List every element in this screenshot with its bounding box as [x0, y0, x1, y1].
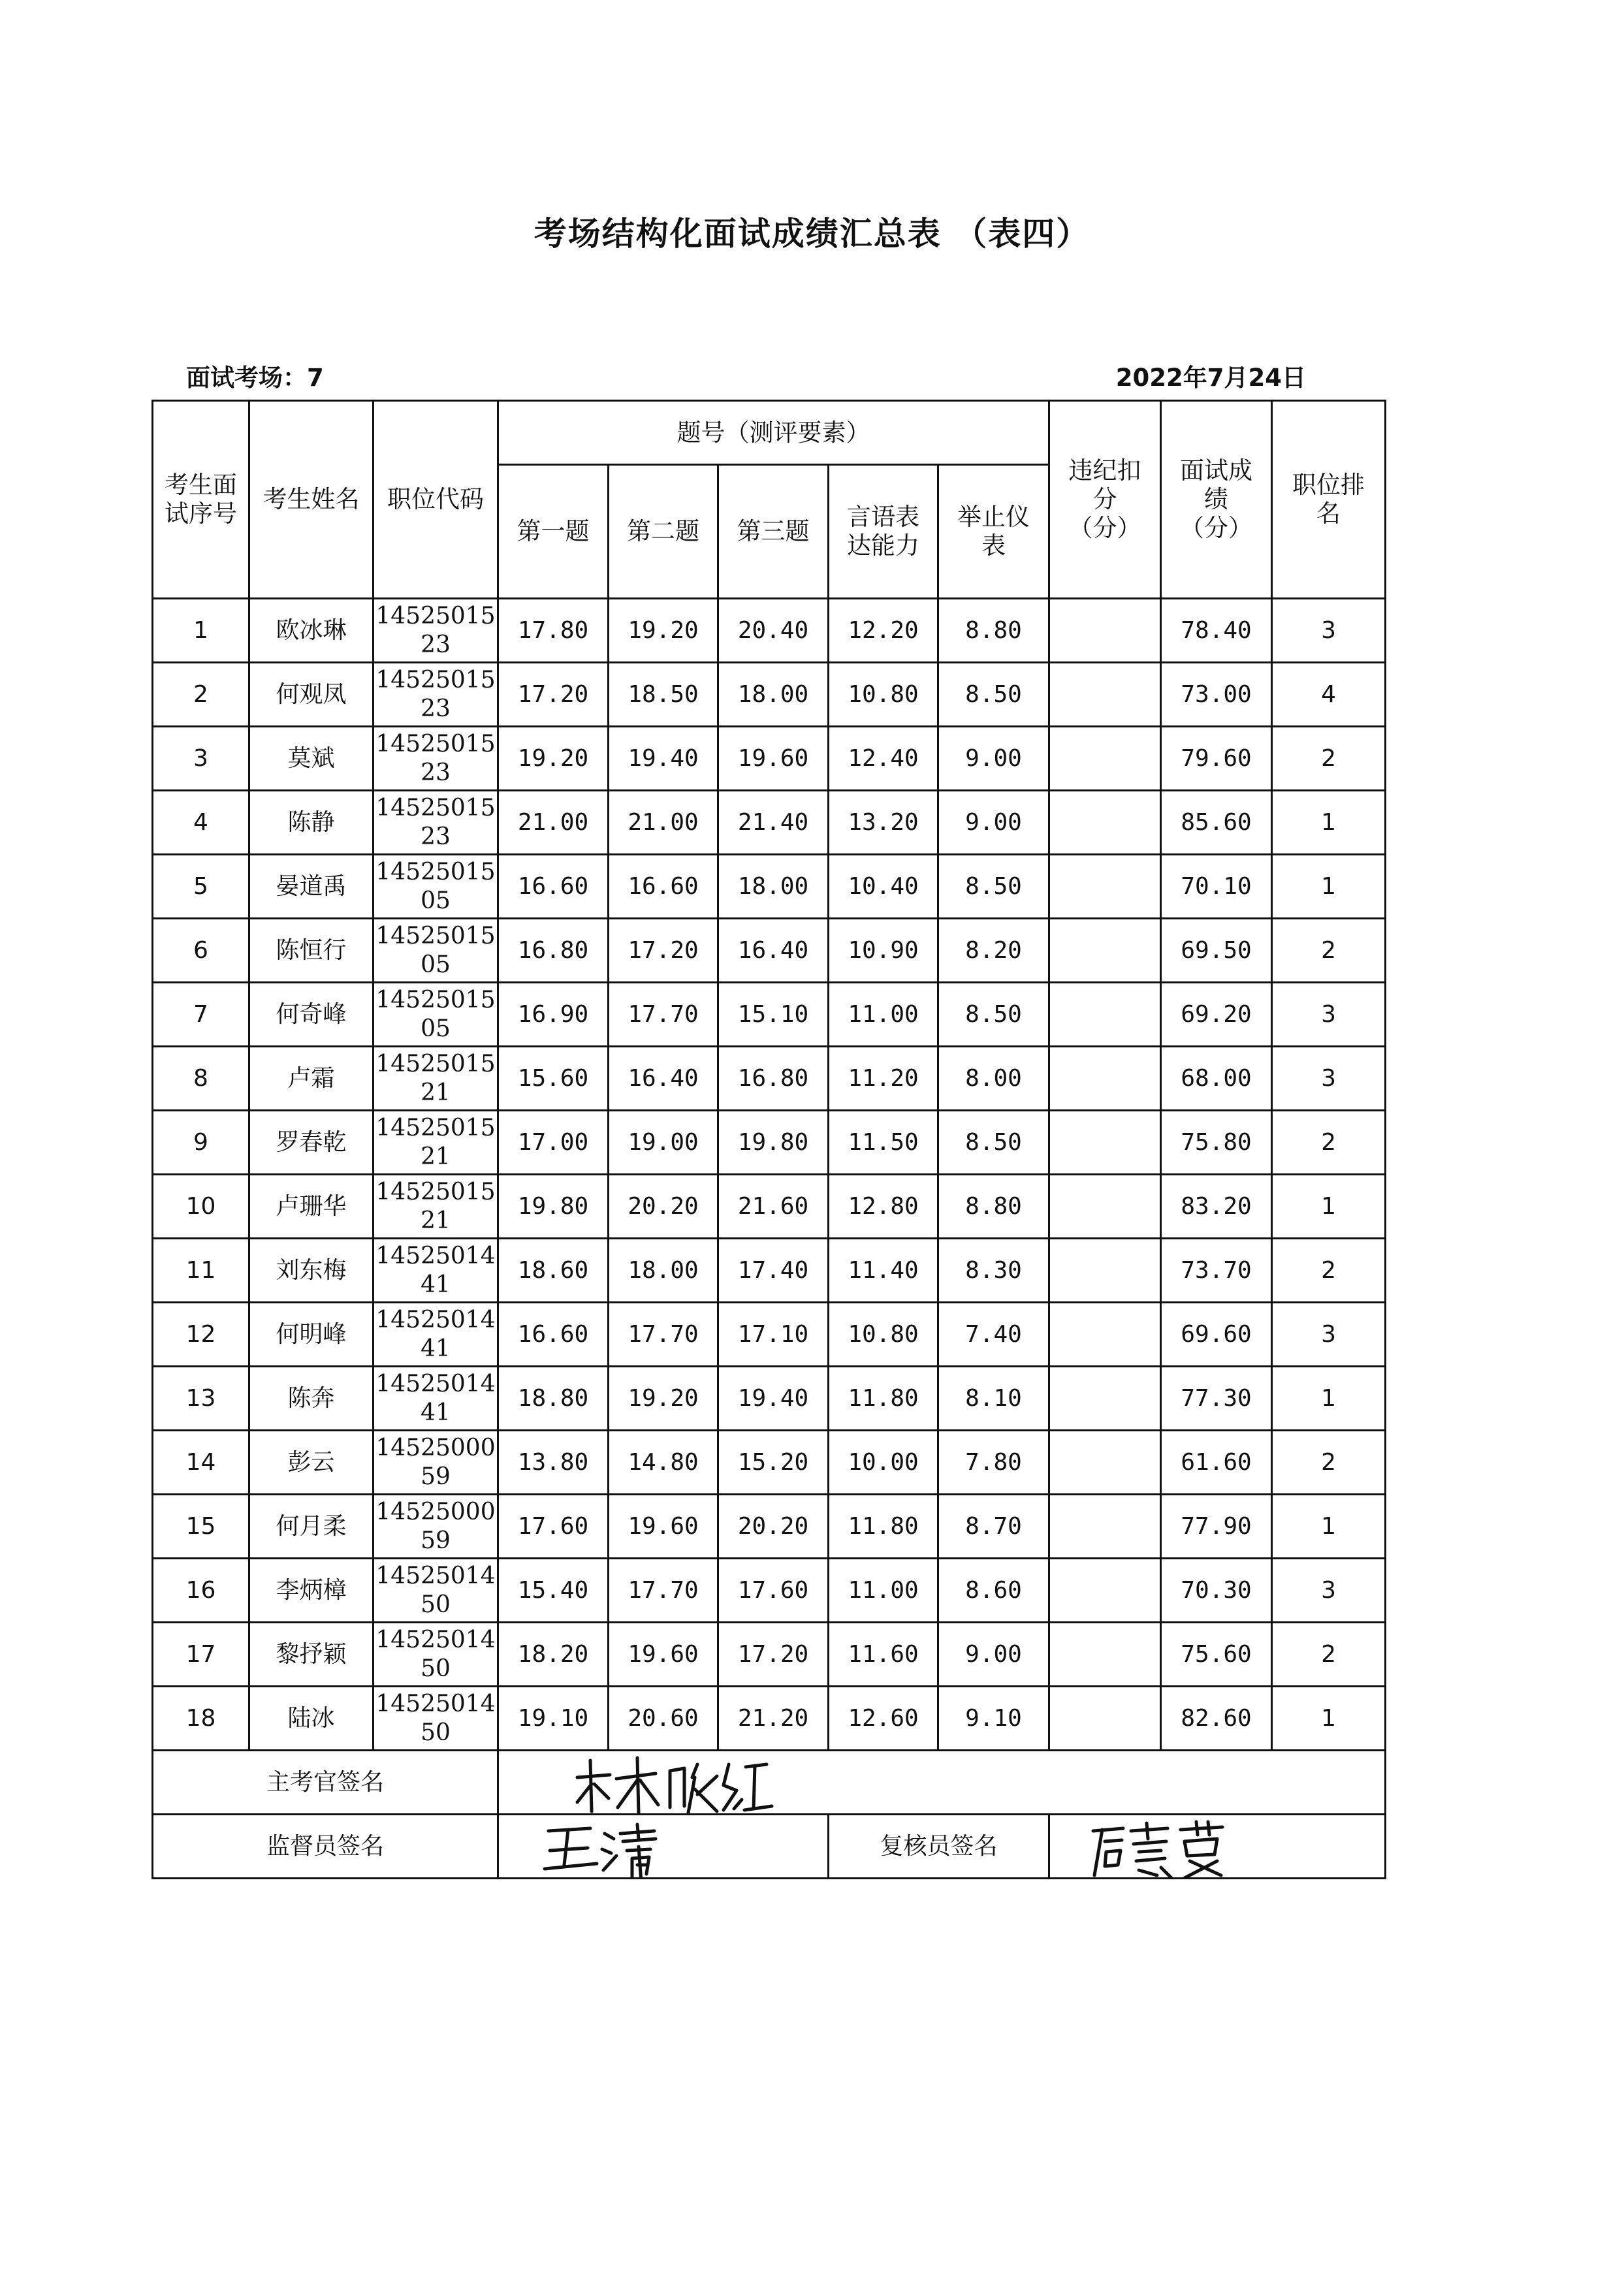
cell-name: 黎抒颖: [249, 1623, 374, 1687]
cell-q2: 17.70: [609, 1303, 718, 1367]
cell-manner: 8.60: [938, 1559, 1049, 1623]
cell-manner: 8.10: [938, 1367, 1049, 1431]
cell-q3: 21.40: [718, 791, 829, 855]
cell-manner: 7.80: [938, 1431, 1049, 1495]
supervisor-signature-field: [498, 1815, 829, 1879]
cell-deduct: [1049, 1047, 1161, 1111]
cell-score: 75.80: [1161, 1111, 1272, 1175]
cell-manner: 9.10: [938, 1687, 1049, 1751]
header-lang: 言语表达能力: [829, 465, 938, 599]
cell-name: 何观凤: [249, 663, 374, 727]
table-row: [153, 1559, 1386, 1623]
cell-rank: 4: [1272, 663, 1386, 727]
cell-lang: 13.20: [829, 791, 938, 855]
cell-score: 69.50: [1161, 919, 1272, 983]
cell-q2: 19.40: [609, 727, 718, 791]
score-table: [151, 400, 1386, 1879]
cell-lang: 10.80: [829, 663, 938, 727]
cell-score: 82.60: [1161, 1687, 1272, 1751]
cell-seq: 12: [153, 1303, 249, 1367]
header-name: 考生姓名: [249, 401, 374, 599]
cell-name: 晏道禹: [249, 855, 374, 919]
cell-rank: 1: [1272, 791, 1386, 855]
cell-lang: 11.00: [829, 1559, 938, 1623]
cell-seq: 3: [153, 727, 249, 791]
cell-deduct: [1049, 1303, 1161, 1367]
table-row: [153, 1303, 1386, 1367]
header-score: 面试成绩（分）: [1161, 401, 1272, 599]
cell-manner: 9.00: [938, 1623, 1049, 1687]
cell-deduct: [1049, 727, 1161, 791]
header-rank: 职位排名: [1272, 401, 1386, 599]
cell-q3: 16.80: [718, 1047, 829, 1111]
cell-seq: 2: [153, 663, 249, 727]
cell-lang: 10.00: [829, 1431, 938, 1495]
cell-manner: 8.20: [938, 919, 1049, 983]
cell-code: 1452500059: [374, 1431, 498, 1495]
cell-lang: 12.40: [829, 727, 938, 791]
cell-deduct: [1049, 1559, 1161, 1623]
cell-seq: 5: [153, 855, 249, 919]
cell-q3: 19.60: [718, 727, 829, 791]
venue-label: 面试考场：7: [186, 364, 324, 392]
cell-lang: 11.80: [829, 1367, 938, 1431]
cell-rank: 3: [1272, 983, 1386, 1047]
cell-q2: 17.70: [609, 1559, 718, 1623]
cell-manner: 8.80: [938, 599, 1049, 663]
cell-deduct: [1049, 1239, 1161, 1303]
cell-rank: 2: [1272, 919, 1386, 983]
cell-score: 69.20: [1161, 983, 1272, 1047]
header-deduct: 违纪扣分（分）: [1049, 401, 1161, 599]
table-row: [153, 1047, 1386, 1111]
cell-code: 1452501505: [374, 855, 498, 919]
cell-code: 1452501505: [374, 983, 498, 1047]
reviewer-signature: [1050, 1815, 1377, 1879]
cell-lang: 11.40: [829, 1239, 938, 1303]
cell-seq: 7: [153, 983, 249, 1047]
cell-deduct: [1049, 983, 1161, 1047]
cell-score: 70.10: [1161, 855, 1272, 919]
table-row: [153, 855, 1386, 919]
cell-score: 77.30: [1161, 1367, 1272, 1431]
cell-lang: 10.90: [829, 919, 938, 983]
cell-code: 1452501450: [374, 1687, 498, 1751]
cell-score: 61.60: [1161, 1431, 1272, 1495]
cell-lang: 11.60: [829, 1623, 938, 1687]
document-date: 2022年7月24日: [1115, 364, 1306, 392]
cell-q3: 17.20: [718, 1623, 829, 1687]
chief-signature-field: [498, 1751, 1386, 1815]
cell-name: 陈奔: [249, 1367, 374, 1431]
cell-q2: 19.60: [609, 1623, 718, 1687]
cell-q1: 18.60: [498, 1239, 609, 1303]
cell-seq: 11: [153, 1239, 249, 1303]
cell-q1: 19.20: [498, 727, 609, 791]
cell-manner: 9.00: [938, 791, 1049, 855]
cell-deduct: [1049, 1111, 1161, 1175]
cell-lang: 10.40: [829, 855, 938, 919]
cell-q2: 20.60: [609, 1687, 718, 1751]
cell-q2: 17.70: [609, 983, 718, 1047]
cell-name: 罗春乾: [249, 1111, 374, 1175]
cell-manner: 8.70: [938, 1495, 1049, 1559]
cell-manner: 8.80: [938, 1175, 1049, 1239]
cell-lang: 10.80: [829, 1303, 938, 1367]
cell-rank: 1: [1272, 1175, 1386, 1239]
cell-name: 卢珊华: [249, 1175, 374, 1239]
cell-deduct: [1049, 1431, 1161, 1495]
cell-q3: 15.20: [718, 1431, 829, 1495]
cell-q2: 18.50: [609, 663, 718, 727]
cell-q1: 16.60: [498, 855, 609, 919]
cell-seq: 10: [153, 1175, 249, 1239]
cell-code: 1452501521: [374, 1175, 498, 1239]
cell-q1: 19.10: [498, 1687, 609, 1751]
cell-seq: 9: [153, 1111, 249, 1175]
cell-deduct: [1049, 791, 1161, 855]
cell-q1: 19.80: [498, 1175, 609, 1239]
cell-deduct: [1049, 855, 1161, 919]
table-row: [153, 727, 1386, 791]
table-row: [153, 1431, 1386, 1495]
cell-deduct: [1049, 1175, 1161, 1239]
cell-lang: 11.20: [829, 1047, 938, 1111]
cell-code: 1452501441: [374, 1239, 498, 1303]
cell-code: 1452501523: [374, 727, 498, 791]
cell-q3: 15.10: [718, 983, 829, 1047]
cell-name: 莫斌: [249, 727, 374, 791]
cell-score: 78.40: [1161, 599, 1272, 663]
chief-signature: [499, 1751, 891, 1815]
cell-q2: 19.20: [609, 599, 718, 663]
cell-score: 75.60: [1161, 1623, 1272, 1687]
cell-rank: 3: [1272, 1047, 1386, 1111]
cell-q3: 18.00: [718, 855, 829, 919]
cell-seq: 6: [153, 919, 249, 983]
cell-q2: 18.00: [609, 1239, 718, 1303]
cell-manner: 8.50: [938, 663, 1049, 727]
table-row: [153, 983, 1386, 1047]
cell-score: 73.70: [1161, 1239, 1272, 1303]
cell-q3: 17.40: [718, 1239, 829, 1303]
cell-seq: 4: [153, 791, 249, 855]
header-manner: 举止仪表: [938, 465, 1049, 599]
cell-q3: 21.20: [718, 1687, 829, 1751]
cell-deduct: [1049, 1495, 1161, 1559]
cell-q3: 17.10: [718, 1303, 829, 1367]
cell-q3: 19.80: [718, 1111, 829, 1175]
cell-name: 陈恒行: [249, 919, 374, 983]
cell-deduct: [1049, 919, 1161, 983]
table-row: [153, 791, 1386, 855]
cell-seq: 17: [153, 1623, 249, 1687]
cell-name: 彭云: [249, 1431, 374, 1495]
header-q3: 第三题: [718, 465, 829, 599]
cell-score: 73.00: [1161, 663, 1272, 727]
cell-name: 陆冰: [249, 1687, 374, 1751]
cell-rank: 1: [1272, 1495, 1386, 1559]
cell-q1: 15.60: [498, 1047, 609, 1111]
cell-lang: 12.20: [829, 599, 938, 663]
cell-q2: 14.80: [609, 1431, 718, 1495]
cell-code: 1452501523: [374, 599, 498, 663]
cell-q3: 19.40: [718, 1367, 829, 1431]
cell-lang: 12.60: [829, 1687, 938, 1751]
cell-score: 77.90: [1161, 1495, 1272, 1559]
cell-manner: 8.00: [938, 1047, 1049, 1111]
cell-score: 83.20: [1161, 1175, 1272, 1239]
cell-q1: 16.80: [498, 919, 609, 983]
header-q1: 第一题: [498, 465, 609, 599]
cell-name: 卢霜: [249, 1047, 374, 1111]
reviewer-signature-field: [1049, 1815, 1386, 1879]
cell-code: 1452501441: [374, 1303, 498, 1367]
cell-code: 1452501450: [374, 1623, 498, 1687]
cell-rank: 2: [1272, 1431, 1386, 1495]
cell-lang: 12.80: [829, 1175, 938, 1239]
cell-q2: 19.00: [609, 1111, 718, 1175]
cell-rank: 2: [1272, 1239, 1386, 1303]
cell-q1: 18.80: [498, 1367, 609, 1431]
cell-name: 欧冰琳: [249, 599, 374, 663]
cell-q1: 21.00: [498, 791, 609, 855]
cell-name: 何奇峰: [249, 983, 374, 1047]
cell-q3: 16.40: [718, 919, 829, 983]
cell-rank: 1: [1272, 1367, 1386, 1431]
cell-q1: 17.20: [498, 663, 609, 727]
cell-code: 1452501441: [374, 1367, 498, 1431]
cell-q1: 15.40: [498, 1559, 609, 1623]
cell-q1: 16.90: [498, 983, 609, 1047]
cell-seq: 13: [153, 1367, 249, 1431]
cell-score: 85.60: [1161, 791, 1272, 855]
cell-manner: 8.50: [938, 1111, 1049, 1175]
cell-deduct: [1049, 599, 1161, 663]
cell-seq: 15: [153, 1495, 249, 1559]
cell-q2: 17.20: [609, 919, 718, 983]
cell-seq: 18: [153, 1687, 249, 1751]
cell-lang: 11.00: [829, 983, 938, 1047]
cell-q2: 21.00: [609, 791, 718, 855]
cell-code: 1452501521: [374, 1047, 498, 1111]
cell-q1: 13.80: [498, 1431, 609, 1495]
cell-code: 1452500059: [374, 1495, 498, 1559]
cell-q1: 16.60: [498, 1303, 609, 1367]
cell-q2: 19.60: [609, 1495, 718, 1559]
cell-rank: 3: [1272, 599, 1386, 663]
cell-seq: 16: [153, 1559, 249, 1623]
cell-seq: 1: [153, 599, 249, 663]
table-row: [153, 599, 1386, 663]
cell-q3: 21.60: [718, 1175, 829, 1239]
header-topics: 题号（测评要素）: [498, 401, 1049, 465]
cell-score: 69.60: [1161, 1303, 1272, 1367]
cell-q3: 17.60: [718, 1559, 829, 1623]
header-seq: 考生面试序号: [153, 401, 249, 599]
supervisor-signature-label: 监督员签名: [153, 1815, 498, 1879]
cell-q2: 20.20: [609, 1175, 718, 1239]
cell-code: 1452501521: [374, 1111, 498, 1175]
table-row: [153, 1111, 1386, 1175]
cell-code: 1452501505: [374, 919, 498, 983]
cell-manner: 7.40: [938, 1303, 1049, 1367]
cell-rank: 2: [1272, 1111, 1386, 1175]
cell-score: 70.30: [1161, 1559, 1272, 1623]
cell-deduct: [1049, 1687, 1161, 1751]
reviewer-signature-label: 复核员签名: [829, 1815, 1049, 1879]
table-row: [153, 919, 1386, 983]
cell-deduct: [1049, 1367, 1161, 1431]
cell-manner: 8.50: [938, 855, 1049, 919]
cell-name: 何月柔: [249, 1495, 374, 1559]
table-row: [153, 1687, 1386, 1751]
cell-q1: 17.00: [498, 1111, 609, 1175]
cell-rank: 1: [1272, 855, 1386, 919]
cell-q1: 17.60: [498, 1495, 609, 1559]
cell-q2: 19.20: [609, 1367, 718, 1431]
cell-rank: 1: [1272, 1687, 1386, 1751]
table-row: [153, 1239, 1386, 1303]
cell-q2: 16.60: [609, 855, 718, 919]
table-row: [153, 1367, 1386, 1431]
cell-deduct: [1049, 1623, 1161, 1687]
cell-name: 刘东梅: [249, 1239, 374, 1303]
cell-q1: 17.80: [498, 599, 609, 663]
cell-code: 1452501523: [374, 791, 498, 855]
cell-rank: 3: [1272, 1559, 1386, 1623]
cell-lang: 11.80: [829, 1495, 938, 1559]
cell-seq: 14: [153, 1431, 249, 1495]
cell-code: 1452501523: [374, 663, 498, 727]
cell-manner: 9.00: [938, 727, 1049, 791]
cell-manner: 8.50: [938, 983, 1049, 1047]
cell-code: 1452501450: [374, 1559, 498, 1623]
cell-rank: 3: [1272, 1303, 1386, 1367]
cell-name: 李炳樟: [249, 1559, 374, 1623]
table-row: [153, 663, 1386, 727]
cell-name: 何明峰: [249, 1303, 374, 1367]
cell-q2: 16.40: [609, 1047, 718, 1111]
header-code: 职位代码: [374, 401, 498, 599]
document-title: 考场结构化面试成绩汇总表 （表四）: [533, 215, 1091, 253]
cell-rank: 2: [1272, 727, 1386, 791]
chief-signature-label: 主考官签名: [153, 1751, 498, 1815]
cell-seq: 8: [153, 1047, 249, 1111]
cell-name: 陈静: [249, 791, 374, 855]
cell-q3: 20.40: [718, 599, 829, 663]
cell-rank: 2: [1272, 1623, 1386, 1687]
table-row: [153, 1175, 1386, 1239]
cell-score: 79.60: [1161, 727, 1272, 791]
cell-q1: 18.20: [498, 1623, 609, 1687]
header-q2: 第二题: [609, 465, 718, 599]
table-row: [153, 1495, 1386, 1559]
cell-lang: 11.50: [829, 1111, 938, 1175]
cell-manner: 8.30: [938, 1239, 1049, 1303]
cell-score: 68.00: [1161, 1047, 1272, 1111]
cell-q3: 18.00: [718, 663, 829, 727]
cell-q3: 20.20: [718, 1495, 829, 1559]
table-row: [153, 1623, 1386, 1687]
cell-deduct: [1049, 663, 1161, 727]
supervisor-signature: [499, 1815, 825, 1879]
